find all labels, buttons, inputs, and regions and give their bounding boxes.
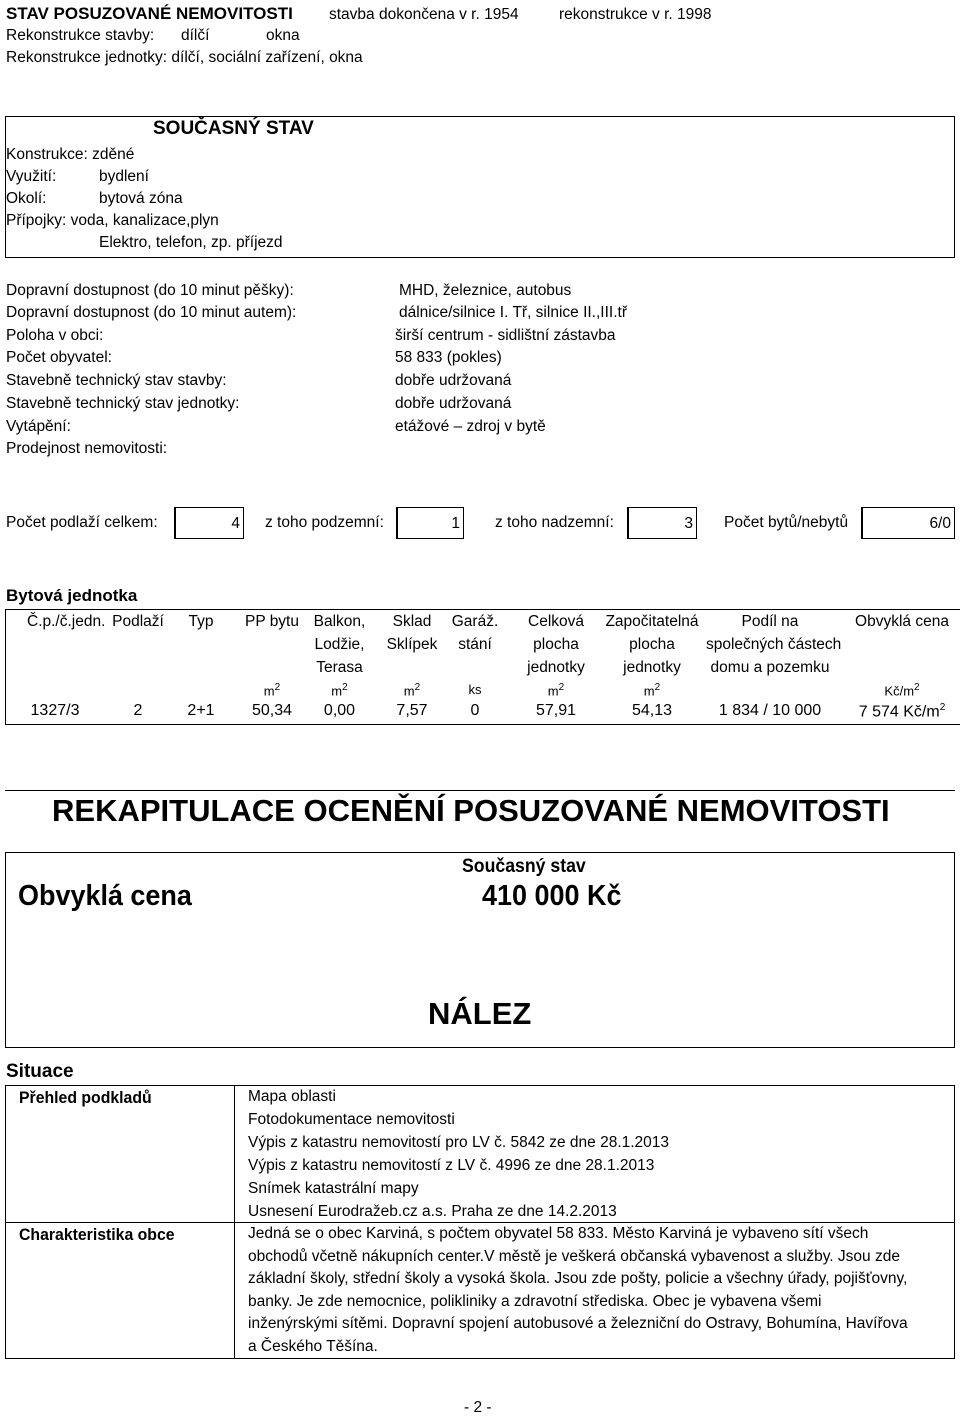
docs-label: Přehled podkladů <box>19 1088 152 1107</box>
built-year: stavba dokončena v r. 1954 <box>329 6 519 23</box>
table-header-cell: PP bytu <box>244 613 299 630</box>
finding-right-border <box>954 937 955 1047</box>
table-header-cell: Celková <box>528 613 584 630</box>
access-value: dobře udržovaná <box>395 372 512 389</box>
floors-underground-box <box>396 507 464 539</box>
floors-total-label: Počet podlaží celkem: <box>6 514 158 531</box>
floors-above-value: 3 <box>684 515 693 532</box>
list-item: Snímek katastrální mapy <box>248 1180 419 1197</box>
access-value: etážové – zdroj v bytě <box>395 418 546 435</box>
table-header-cell: Č.p./č.jedn. <box>27 613 106 630</box>
access-value: širší centrum - sidlištní zástavba <box>395 327 616 344</box>
list-item: Mapa oblasti <box>248 1088 336 1105</box>
page-number: - 2 - <box>464 1399 492 1416</box>
table-header-cell: Lodžie, <box>314 636 365 653</box>
table-header-cell: Terasa <box>316 659 363 676</box>
char-line: banky. Je zde nemocnice, polikliniky a zdravotní střediska. Obec je vybavena všemi <box>248 1292 822 1310</box>
area-value: bytová zóna <box>99 190 183 207</box>
table-header-cell: Sklad <box>392 613 432 630</box>
list-item: Fotodokumentace nemovitosti <box>248 1111 455 1128</box>
area-label: Okolí: <box>6 190 47 207</box>
list-item: Usnesení Eurodražeb.cz a.s. Praha ze dne 14.2.2013 <box>248 1203 617 1220</box>
page-title: STAV POSUZOVANÉ NEMOVITOSTI <box>6 4 293 23</box>
char-line: inženýrskými sítěmi. Dopravní spojení autobusové a železniční do Ostravy, Bohumína, Havířova <box>248 1315 908 1332</box>
connections: Přípojky: voda, kanalizace,plyn <box>6 212 219 229</box>
recap-price: 410 000 Kč <box>482 880 622 912</box>
table-row-cell: 1 834 / 10 000 <box>718 702 822 719</box>
table-unit-cell: $m^2$ <box>403 682 421 699</box>
char-line: obchodů včetně nákupních center.V městě je veškerá občanská vybavenost a služby. Jsou zde <box>248 1247 900 1265</box>
table-row-cell: 7,57 <box>396 702 428 719</box>
table-row-cell: 57,91 <box>535 702 577 719</box>
use-value: bydlení <box>99 168 149 185</box>
connections-2: Elektro, telefon, zp. příjezd <box>99 234 283 251</box>
recap-state-label: Současný stav <box>462 856 586 877</box>
finding-left-border <box>5 937 6 1047</box>
recap-price-label: Obvyklá cena <box>18 880 192 912</box>
table-row-cell: 54,13 <box>631 702 673 719</box>
table-header-cell: Sklípek <box>386 636 438 653</box>
table-row-cell: 7 574 $Kč/m^2$ <box>858 702 946 721</box>
table-row-cell: 2+1 <box>187 702 215 719</box>
floors-total-box <box>174 507 244 539</box>
table-unit-cell: $m^2$ <box>331 682 348 699</box>
char-line: a Českého Těšína. <box>248 1337 378 1355</box>
table-unit-cell: $Kč/m^2$ <box>884 682 920 699</box>
unit-table-title: Bytová jednotka <box>6 586 138 605</box>
table-unit-cell: $m^2$ <box>547 682 565 699</box>
table-header-cell: jednotky <box>527 659 585 676</box>
access-value: 58 833 (pokles) <box>395 349 502 366</box>
divider <box>5 1047 955 1048</box>
current-state-title: SOUČASNÝ STAV <box>153 118 314 139</box>
recon-building-value1: dílčí <box>181 27 210 44</box>
recon-unit: Rekonstrukce jednotky: dílčí, sociální zařízení, okna <box>6 49 363 66</box>
reconstruction-year: rekonstrukce v r. 1998 <box>559 6 712 23</box>
list-item: Výpis z katastru nemovitostí z LV č. 4996 ze dne 28.1.2013 <box>248 1157 655 1174</box>
table-header-cell: Podlaží <box>112 613 164 630</box>
table-header-cell: Podíl na <box>741 613 799 630</box>
access-value: MHD, železnice, autobus <box>399 282 572 299</box>
table-header-cell: společných částech <box>706 636 842 653</box>
table-header-cell: Balkon, <box>313 613 366 630</box>
table-unit-cell: $m^2$ <box>263 682 281 699</box>
floors-above-box <box>627 507 697 539</box>
recap-title: REKAPITULACE OCENĚNÍ POSUZOVANÉ NEMOVITOSTI <box>52 793 890 828</box>
access-label: Dopravní dostupnost (do 10 minut pěšky): <box>6 282 294 299</box>
floors-underground-value: 1 <box>451 515 460 532</box>
units-label: Počet bytů/nebytů <box>724 514 849 531</box>
table-row-cell: 0,00 <box>323 702 356 719</box>
table-row-cell: 50,34 <box>251 702 293 719</box>
access-label: Stavebně technický stav jednotky: <box>6 395 240 412</box>
access-label: Vytápění: <box>6 418 71 435</box>
table-header-cell: Započitatelná <box>605 613 699 630</box>
construction: Konstrukce: zděné <box>6 146 135 163</box>
table-unit-cell: ks <box>468 682 482 697</box>
access-value: dálnice/silnice I. Tř, silnice II.,III.tř <box>399 304 627 321</box>
row-divider <box>5 1222 955 1223</box>
table-header-cell: Typ <box>188 613 214 630</box>
situation-title: Situace <box>6 1061 74 1082</box>
table-header-cell: Garáž. <box>451 613 499 630</box>
table-header-cell: plocha <box>629 636 675 653</box>
divider <box>5 790 955 791</box>
char-line: Jedná se o obec Karviná, s počtem obyvatel 58 833. Město Karviná je vybaveno sítí všech <box>248 1225 869 1242</box>
list-item: Výpis z katastru nemovitostí pro LV č. 5842 ze dne 28.1.2013 <box>248 1134 670 1151</box>
char-label: Charakteristika obce <box>19 1225 175 1244</box>
floors-total-value: 4 <box>231 515 240 532</box>
use-label: Využití: <box>6 168 57 185</box>
access-label: Dopravní dostupnost (do 10 minut autem): <box>6 304 297 321</box>
finding-title: NÁLEZ <box>428 996 532 1031</box>
floors-underground-label: z toho podzemní: <box>265 514 384 531</box>
access-label: Prodejnost nemovitosti: <box>6 440 168 457</box>
access-label: Poloha v obci: <box>6 327 104 344</box>
table-header-cell: stání <box>458 636 492 653</box>
table-row-cell: 2 <box>133 702 143 719</box>
table-header-cell: Obvyklá cena <box>855 613 949 630</box>
units-value: 6/0 <box>929 515 951 532</box>
floors-above-label: z toho nadzemní: <box>495 514 614 531</box>
table-header-cell: jednotky <box>623 659 681 676</box>
char-line: základní školy, střední školy a vysoká škola. Jsou zde pošty, policie a všechny úřady, pojišťovny, <box>248 1270 908 1287</box>
table-row-cell: 0 <box>470 702 480 719</box>
access-label: Stavebně technický stav stavby: <box>6 372 227 389</box>
recon-building-value2: okna <box>266 27 300 44</box>
table-unit-cell: $m^2$ <box>643 682 661 699</box>
access-label: Počet obyvatel: <box>6 349 112 366</box>
recon-building-label: Rekonstrukce stavby: <box>6 27 155 44</box>
access-value: dobře udržovaná <box>395 395 512 412</box>
table-header-cell: plocha <box>533 636 579 653</box>
units-box <box>861 507 955 539</box>
table-row-cell: 1327/3 <box>30 702 80 719</box>
table-header-cell: domu a pozemku <box>710 659 830 676</box>
